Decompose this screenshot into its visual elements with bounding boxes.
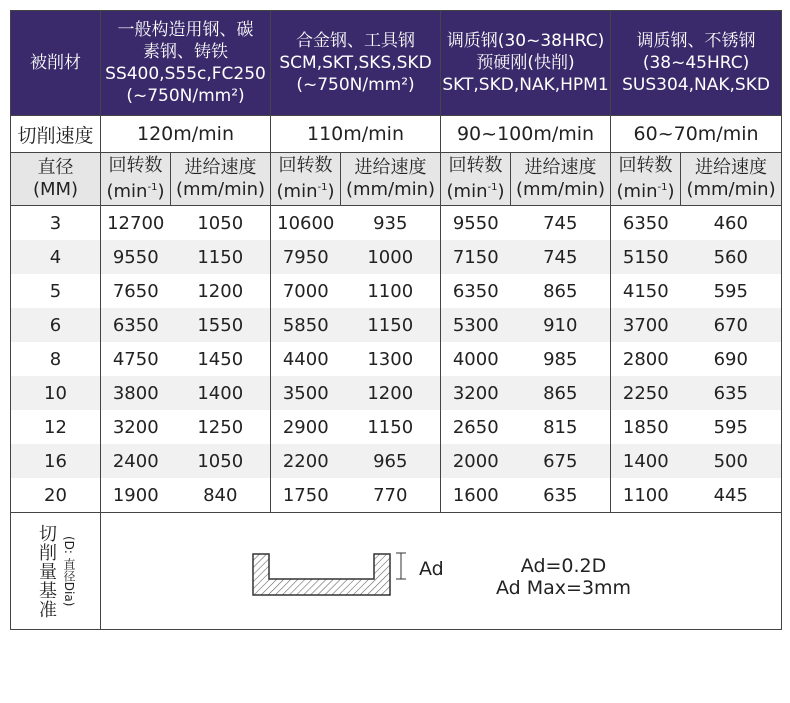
feed-cell: 745 bbox=[511, 206, 611, 241]
feed-cell: 985 bbox=[511, 342, 611, 376]
cutting-conditions-sheet bbox=[10, 10, 781, 630]
rpm-cell: 5150 bbox=[611, 240, 681, 274]
rpm-header: 回转数 $(\min^{-1})$ bbox=[271, 153, 341, 206]
workpiece-section bbox=[253, 554, 390, 595]
material-group-4: 调质钢、不锈钢 (38~45HRC) SUS304,NAK,SKD bbox=[611, 11, 782, 116]
depth-reference-row bbox=[11, 513, 782, 630]
rpm-cell: 6350 bbox=[441, 274, 511, 308]
feed-cell: 1300 bbox=[341, 342, 441, 376]
diameter-cell: 12 bbox=[11, 410, 101, 444]
table-row bbox=[11, 478, 782, 513]
rpm-cell: 2000 bbox=[441, 444, 511, 478]
rpm-cell: 3500 bbox=[271, 376, 341, 410]
feed-cell: 1250 bbox=[171, 410, 271, 444]
rpm-cell: 1850 bbox=[611, 410, 681, 444]
column-subheader-row bbox=[11, 153, 782, 206]
feed-cell: 675 bbox=[511, 444, 611, 478]
table-row bbox=[11, 410, 782, 444]
feed-cell: 670 bbox=[681, 308, 782, 342]
rpm-cell: 4750 bbox=[101, 342, 171, 376]
diameter-header: 直径 (MM) bbox=[11, 153, 101, 206]
diameter-cell: 5 bbox=[11, 274, 101, 308]
feed-cell: 635 bbox=[681, 376, 782, 410]
table-row bbox=[11, 274, 782, 308]
feed-cell: 1150 bbox=[341, 308, 441, 342]
slot-cut-diagram bbox=[249, 550, 419, 600]
feed-cell: 1400 bbox=[171, 376, 271, 410]
diameter-cell: 4 bbox=[11, 240, 101, 274]
cutting-speed-row bbox=[11, 116, 782, 153]
feed-header: 进给速度 (mm/min) bbox=[341, 153, 441, 206]
ad-label: Ad bbox=[419, 558, 444, 580]
feed-cell: 1550 bbox=[171, 308, 271, 342]
rpm-header: 回转数 $(\min^{-1})$ bbox=[611, 153, 681, 206]
rpm-cell: 7000 bbox=[271, 274, 341, 308]
data-rows bbox=[11, 206, 782, 513]
feed-header: 进给速度 (mm/min) bbox=[171, 153, 271, 206]
feed-cell: 560 bbox=[681, 240, 782, 274]
feed-cell: 1450 bbox=[171, 342, 271, 376]
diameter-cell: 8 bbox=[11, 342, 101, 376]
rpm-cell: 12700 bbox=[101, 206, 171, 241]
rpm-cell: 7650 bbox=[101, 274, 171, 308]
rpm-cell: 2400 bbox=[101, 444, 171, 478]
rpm-cell: 3200 bbox=[101, 410, 171, 444]
feed-cell: 1100 bbox=[341, 274, 441, 308]
diameter-cell: 10 bbox=[11, 376, 101, 410]
feed-header: 进给速度 (mm/min) bbox=[511, 153, 611, 206]
depth-sublabel: (D: 直径Dia) bbox=[62, 535, 76, 607]
depth-formula bbox=[496, 555, 631, 599]
cutting-speed-value: 120m/min bbox=[101, 116, 271, 153]
rpm-header: 回转数 $(\min^{-1})$ bbox=[101, 153, 171, 206]
feed-cell: 770 bbox=[341, 478, 441, 513]
feed-cell: 1200 bbox=[341, 376, 441, 410]
material-group-3: 调质钢(30~38HRC) 预硬刚(快削) SKT,SKD,NAK,HPM1 bbox=[441, 11, 611, 116]
feed-cell: 965 bbox=[341, 444, 441, 478]
feed-cell: 865 bbox=[511, 376, 611, 410]
feed-cell: 815 bbox=[511, 410, 611, 444]
rpm-cell: 1900 bbox=[101, 478, 171, 513]
diameter-cell: 16 bbox=[11, 444, 101, 478]
feed-cell: 1050 bbox=[171, 444, 271, 478]
table-row bbox=[11, 342, 782, 376]
material-header-row bbox=[11, 11, 782, 116]
formula-line-2: Ad Max=3mm bbox=[496, 577, 632, 599]
rpm-cell: 1100 bbox=[611, 478, 681, 513]
rpm-cell: 6350 bbox=[101, 308, 171, 342]
rpm-cell: 7950 bbox=[271, 240, 341, 274]
cutting-speed-label: 切削速度 bbox=[11, 116, 101, 153]
rpm-cell: 4400 bbox=[271, 342, 341, 376]
depth-label-cell bbox=[11, 513, 101, 630]
rpm-cell: 2250 bbox=[611, 376, 681, 410]
rpm-cell: 10600 bbox=[271, 206, 341, 241]
rpm-cell: 9550 bbox=[101, 240, 171, 274]
cutting-conditions-table bbox=[10, 10, 782, 630]
rpm-cell: 1750 bbox=[271, 478, 341, 513]
feed-cell: 690 bbox=[681, 342, 782, 376]
diameter-cell: 3 bbox=[11, 206, 101, 241]
rpm-header: 回转数 $(\min^{-1})$ bbox=[441, 153, 511, 206]
rpm-cell: 6350 bbox=[611, 206, 681, 241]
rpm-cell: 7150 bbox=[441, 240, 511, 274]
cutting-speed-value: 110m/min bbox=[271, 116, 441, 153]
table-row bbox=[11, 308, 782, 342]
rpm-cell: 3700 bbox=[611, 308, 681, 342]
rpm-cell: 3800 bbox=[101, 376, 171, 410]
material-group-2: 合金钢、工具钢 SCM,SKT,SKS,SKD (~750N/mm²) bbox=[271, 11, 441, 116]
rpm-cell: 1600 bbox=[441, 478, 511, 513]
feed-cell: 935 bbox=[341, 206, 441, 241]
formula-line-1: Ad=0.2D bbox=[520, 555, 607, 577]
diameter-cell: 20 bbox=[11, 478, 101, 513]
feed-cell: 865 bbox=[511, 274, 611, 308]
feed-cell: 595 bbox=[681, 274, 782, 308]
depth-diagram-cell bbox=[101, 513, 782, 630]
feed-cell: 1000 bbox=[341, 240, 441, 274]
cutting-speed-value: 90~100m/min bbox=[441, 116, 611, 153]
table-row bbox=[11, 206, 782, 241]
feed-cell: 1200 bbox=[171, 274, 271, 308]
rpm-cell: 9550 bbox=[441, 206, 511, 241]
depth-label: 切削量基准 bbox=[36, 523, 57, 619]
feed-cell: 910 bbox=[511, 308, 611, 342]
feed-cell: 1050 bbox=[171, 206, 271, 241]
feed-cell: 635 bbox=[511, 478, 611, 513]
feed-cell: 1150 bbox=[341, 410, 441, 444]
rpm-cell: 5850 bbox=[271, 308, 341, 342]
feed-cell: 840 bbox=[171, 478, 271, 513]
rpm-cell: 4000 bbox=[441, 342, 511, 376]
cutting-speed-value: 60~70m/min bbox=[611, 116, 782, 153]
feed-cell: 500 bbox=[681, 444, 782, 478]
rpm-cell: 5300 bbox=[441, 308, 511, 342]
feed-cell: 445 bbox=[681, 478, 782, 513]
feed-cell: 595 bbox=[681, 410, 782, 444]
table-row bbox=[11, 240, 782, 274]
rpm-cell: 4150 bbox=[611, 274, 681, 308]
rpm-cell: 2900 bbox=[271, 410, 341, 444]
rpm-cell: 1400 bbox=[611, 444, 681, 478]
table-row bbox=[11, 376, 782, 410]
rpm-cell: 3200 bbox=[441, 376, 511, 410]
material-label: 被削材 bbox=[11, 11, 101, 116]
feed-cell: 460 bbox=[681, 206, 782, 241]
material-group-1: 一般构造用钢、碳 素钢、铸铁 SS400,S55c,FC250 (~750N/mm²) bbox=[101, 11, 271, 116]
rpm-cell: 2800 bbox=[611, 342, 681, 376]
feed-cell: 1150 bbox=[171, 240, 271, 274]
rpm-cell: 2650 bbox=[441, 410, 511, 444]
diameter-cell: 6 bbox=[11, 308, 101, 342]
feed-header: 进给速度 (mm/min) bbox=[681, 153, 782, 206]
table-row bbox=[11, 444, 782, 478]
feed-cell: 745 bbox=[511, 240, 611, 274]
rpm-cell: 2200 bbox=[271, 444, 341, 478]
